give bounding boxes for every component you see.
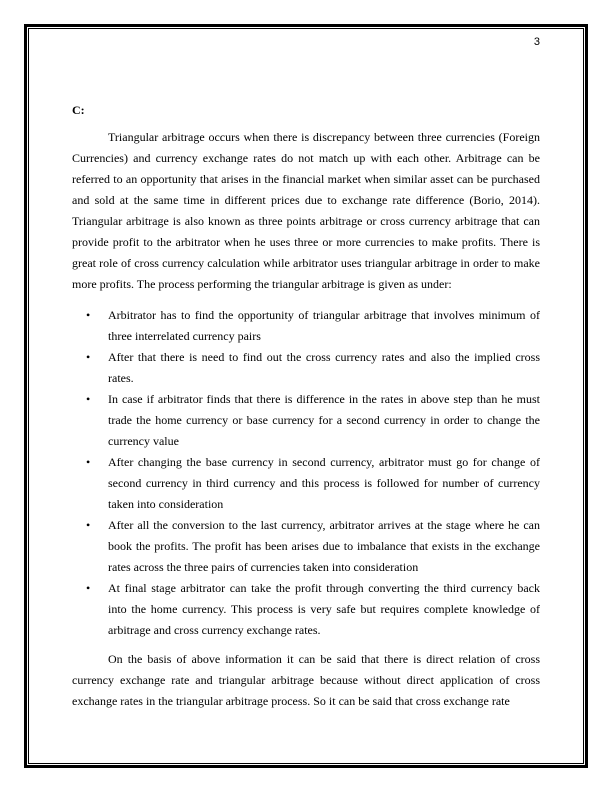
list-item (72, 389, 540, 452)
list-item-text: After that there is need to find out the cross currency rates and also the implied cross rates. (108, 350, 540, 385)
list-item (72, 515, 540, 578)
conclusion-paragraph: On the basis of above information it can be said that there is direct relation of cross currency exchange rate and triangular arbitrage because without direct application of cross exchange rates in the triangular arbitrage process. So it can be said that cross exchange rate (72, 652, 540, 708)
bullet-icon: • (86, 581, 91, 595)
list-item (72, 305, 540, 347)
list-item-text: After changing the base currency in second currency, arbitrator must go for change of second currency in third currency and this process is followed for number of currency taken into consideration (108, 455, 540, 511)
bullet-icon: • (86, 392, 91, 406)
intro-paragraph: Triangular arbitrage occurs when there is discrepancy between three currencies (Foreign Currencies) and currency exchange rates do not match up with each other. Arbitrage can be referred to an opportunity that arises in the financial market when similar asset can be purchased and sold at the same time in different prices due to exchange rate difference (Borio, 2014). Triangular arbitrage is also known as three points arbitrage or cross currency arbitrage that can provide profit to the arbitrator when he uses three or more currencies to make profits. There is great role of cross currency calculation while arbitrator uses triangular arbitrage in order to make more profits. The process performing the triangular arbitrage is given as under: (72, 130, 540, 291)
list-item (72, 578, 540, 641)
list-item (72, 347, 540, 389)
bullet-icon: • (86, 455, 91, 469)
bullet-icon: • (86, 350, 91, 364)
page-number: 3 (533, 36, 540, 48)
list-item-text: In case if arbitrator finds that there is difference in the rates in above step than he must trade the home currency or base currency for a second currency in order to change the currency value (108, 392, 540, 448)
list-item-text: Arbitrator has to find the opportunity of triangular arbitrage that involves minimum of three interrelated currency pairs (108, 308, 540, 343)
list-item-text: At final stage arbitrator can take the profit through converting the third currency back into the home currency. This process is very safe but requires complete knowledge of arbitrage and cross currency exchange rates. (108, 581, 540, 637)
document-body (72, 100, 540, 712)
list-item-text: After all the conversion to the last currency, arbitrator arrives at the stage where he can book the profits. The profit has been arises due to imbalance that exists in the exchange rates across the three pairs of currencies taken into consideration (108, 518, 540, 574)
bullet-icon: • (86, 518, 91, 532)
section-heading: C: (72, 103, 85, 117)
bullet-icon: • (86, 308, 91, 322)
list-item (72, 452, 540, 515)
process-steps-list (72, 305, 540, 641)
